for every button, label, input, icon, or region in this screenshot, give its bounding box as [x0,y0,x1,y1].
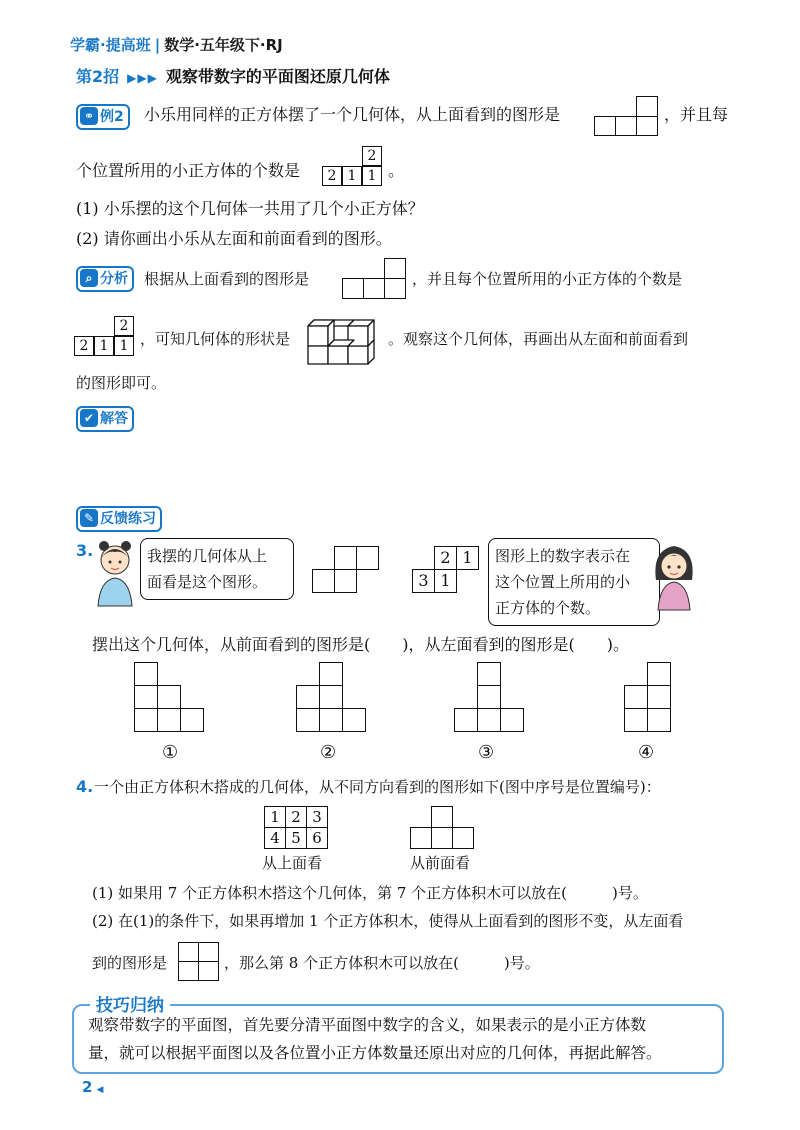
q4-sub-question-2c: ，那么第 8 个正方体积木可以放在( )号。 [224,954,540,972]
page-number [82,1078,103,1096]
analysis-line3: 的图形即可。 [76,374,167,392]
tips-line-1: 观察带数字的平面图，首先要分清平面图中数字的含义，如果表示的是小正方体数 [88,1016,647,1034]
answer-tag [76,406,134,432]
grid-cell: 2 [285,806,307,828]
grid-cell: 4 [264,827,286,849]
q4-sub-question-2b: 到的图形是 [92,954,168,972]
grid-cell: 2 [74,336,94,356]
grid-cell: 5 [285,827,307,849]
example-line1-end: ，并且每 [664,105,729,124]
q4-intro: 一个由正方体积木搭成的几何体，从不同方向看到的图形如下(图中序号是位置编号)： [94,778,661,796]
grid-cell: 3 [412,569,435,593]
q3-option-label: ② [320,742,337,763]
example-tag [76,104,130,130]
analysis-top-view-figure [342,258,410,300]
grid-cell: 1 [94,336,114,356]
example-question-2: (2) 请你画出小乐从左面和前面看到的图形。 [76,229,392,248]
q4-left-view-figure [178,942,222,982]
magnifier-icon: ⌕ [80,269,98,287]
example-line1-text: 小乐用同样的正方体摆了一个几何体，从上面看到的图形是 [144,105,561,124]
grid-cell: 3 [306,806,328,828]
grid-cell: 1 [342,166,362,186]
grid-cell: 1 [456,546,479,570]
section-title: 观察带数字的平面图还原几何体 [165,67,390,86]
q3-question: 摆出这个几何体，从前面看到的图形是( )，从左面看到的图形是( )。 [92,635,629,654]
answer-tag-label: 解答 [100,411,128,427]
section-heading [76,64,390,87]
analysis-number-grid [74,316,138,358]
speech-right-line: 正方体的个数。 [495,599,601,617]
pencil-icon: ✎ [80,509,98,527]
page-number-value: 2 [82,1078,93,1096]
speech-bubble-left [140,538,294,600]
q3-option-label: ① [162,742,179,763]
girl-avatar-icon [92,538,138,608]
example-line1 [144,104,560,126]
tips-title: 技巧归纳 [90,991,170,1016]
checkmark-icon: ✔ [80,409,98,427]
q4-top-view-grid [264,806,332,852]
analysis-tag [76,266,134,292]
speech-left-line: 我摆的几何体从上 [147,547,268,565]
speech-right-line: 图形上的数字表示在 [495,547,631,565]
q4-number: 4. [76,777,94,796]
grid-cell: 1 [264,806,286,828]
grid-cell: 2 [114,316,134,336]
q3-top-view-figure [312,546,382,594]
grid-cell: 1 [114,336,134,356]
example-line2-end: 。 [388,161,405,180]
speech-bubble-right [488,538,660,626]
practice-tag-label: 反馈练习 [100,511,156,527]
example-question-1: (1) 小乐摆的这个几何体一共用了几个小正方体？ [76,199,424,218]
q3-option-figure-3 [454,662,526,734]
analysis-line1-a: 根据从上面看到的图形是 [144,270,310,288]
q4-label-top-view: 从上面看 [262,854,323,872]
grid-cell: 1 [434,569,457,593]
example-top-view-figure [594,96,662,136]
example-number-grid [322,146,386,188]
grid-cell: 2 [322,166,342,186]
q3-number: 3. [76,541,94,560]
solid-figure [306,308,386,366]
grid-cell: 6 [306,827,328,849]
q3-option-figure-2 [296,662,368,734]
q4-label-front-view: 从前面看 [410,854,471,872]
analysis-line2-a: ，可知几何体的形状是 [140,330,291,348]
q4-sub-question-1: (1) 如果用 7 个正方体积木搭这个几何体，第 7 个正方体积木可以放在( )号。 [92,884,648,902]
q3-option-figure-4 [624,662,674,734]
triangle-left-icon: ◀ [96,1085,104,1095]
analysis-tag-label: 分析 [100,271,128,287]
q4-sub-question-2a: (2) 在(1)的条件下，如果再增加 1 个正方体积木，使得从上面看到的图形不变，从左面看 [92,912,684,930]
page-header: 学霸·提高班 | 数学·五年级下·RJ [70,36,283,54]
link-icon: ⚭ [80,107,98,125]
analysis-line2-b: 。观察这个几何体，再画出从左面和前面看到 [388,330,689,348]
q3-number-grid [412,546,482,594]
example-tag-label: 例2 [100,109,124,125]
section-label: 第2招 [76,67,120,86]
q3-option-figure-1 [134,662,206,734]
tips-line-2: 量，就可以根据平面图以及各位置小正方体数量还原出对应的几何体，再据此解答。 [88,1044,662,1062]
brand-label: 学霸·提高班 [70,36,151,54]
q3-option-label: ③ [478,742,495,763]
grid-cell: 2 [434,546,457,570]
q3-option-label: ④ [638,742,655,763]
speech-left-line: 面看是这个图形。 [147,573,268,591]
speech-right-line: 这个位置上所用的小 [495,573,631,591]
grid-cell: 2 [362,146,382,166]
triple-arrow-icon: ▶▶▶ [127,71,158,85]
q4-front-view-figure [410,806,478,852]
grid-cell: 1 [362,166,382,186]
example-line2: 个位置所用的小正方体的个数是 [76,161,301,180]
girl-avatar-icon [650,540,698,612]
practice-tag [76,506,162,532]
analysis-line1-b: ，并且每个位置所用的小正方体的个数是 [412,270,683,288]
subject-label: 数学·五年级下·RJ [164,36,283,54]
